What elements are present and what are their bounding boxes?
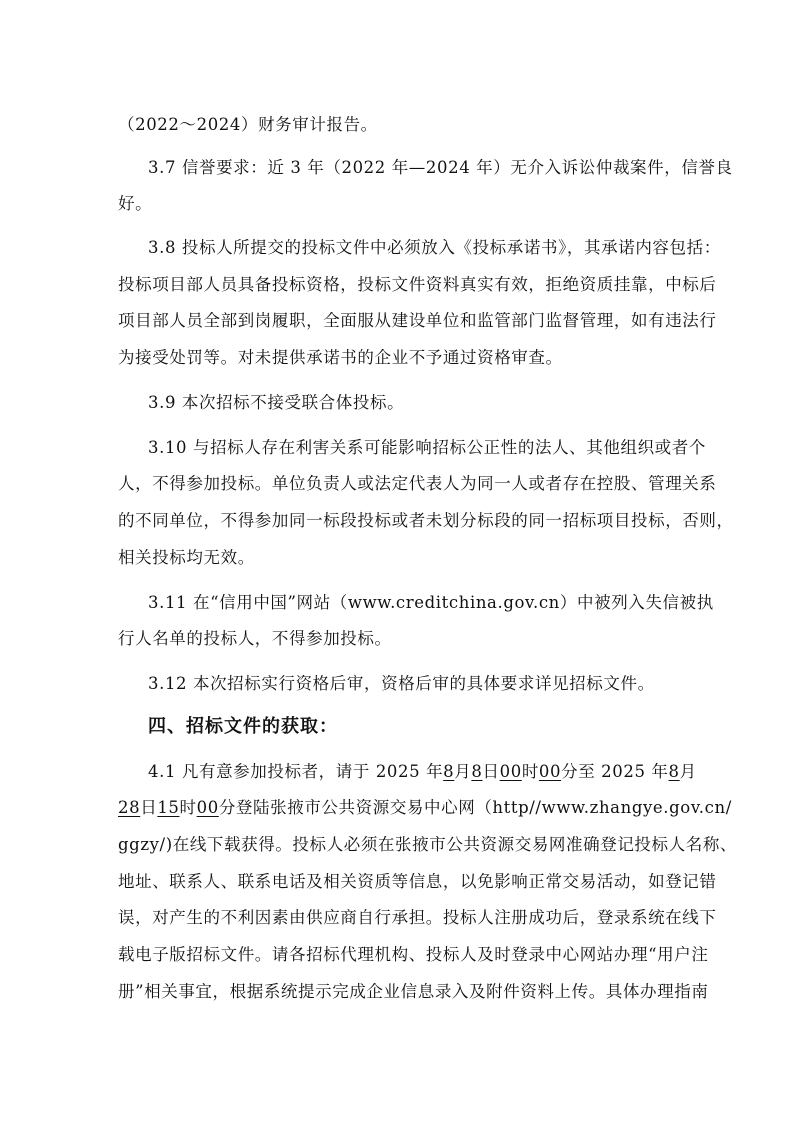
clause-3-11-line-1: 3.11 在“信用中国”网站（www.creditchina.gov.cn）中被列入失信被执 <box>148 593 714 612</box>
start-month: 8 <box>443 762 455 781</box>
clause-4-1-line-1 <box>148 762 697 782</box>
text-segment: 月 <box>454 762 472 781</box>
end-minute: 00 <box>196 798 219 817</box>
clause-3-8-line-1: 3.8 投标人所提交的投标文件中必须放入《投标承诺书》，其承诺内容包括： <box>148 238 721 257</box>
clause-3-10-line-1: 3.10 与招标人存在利害关系可能影响招标公正性的法人、其他组织或者个 <box>148 438 706 457</box>
end-hour: 15 <box>157 798 180 817</box>
clause-4-1-line-6: 载电子版招标文件。请各招标代理机构、投标人及时登录中心网站办理“用户注 <box>118 945 709 964</box>
text-segment: 日 <box>482 762 500 781</box>
end-month: 8 <box>668 762 680 781</box>
text-segment: 时 <box>179 798 197 817</box>
clause-3-8-line-2: 投标项目部人员具备投标资格，投标文件资料真实有效，拒绝资质挂靠，中标后 <box>118 275 717 294</box>
clause-4-1-line-4: 地址、联系人、联系电话及相关资质等信息，以免影响正常交易活动，如登记错 <box>118 872 717 891</box>
text-segment: 4.1 凡有意参加投标者，请于 2025 年 <box>148 762 444 781</box>
start-hour: 00 <box>499 762 522 781</box>
clause-3-9: 3.9 本次招标不接受联合体投标。 <box>148 393 405 412</box>
clause-3-11-line-2: 行人名单的投标人，不得参加投标。 <box>118 629 392 648</box>
clause-4-1-line-5: 误，对产生的不利因素由供应商自行承担。投标人注册成功后，登录系统在线下 <box>118 908 717 927</box>
section-4-heading: 四、招标文件的获取： <box>148 716 338 737</box>
clause-3-10-line-4: 相关投标均无效。 <box>118 548 255 567</box>
text-segment: 日 <box>140 798 158 817</box>
clause-3-7-line-1: 3.7 信誉要求：近 3 年（2022 年—2024 年）无介入诉讼仲裁案件，信誉良 <box>148 158 733 177</box>
clause-4-1-line-2 <box>118 798 732 818</box>
text-segment: 分登陆张掖市公共资源交易中心网（http//www.zhangye.gov.cn/ <box>218 798 732 817</box>
start-day: 8 <box>471 762 483 781</box>
text-segment: 分至 2025 年 <box>561 762 669 781</box>
clause-3-10-line-2: 人，不得参加投标。单位负责人或法定代表人为同一人或者存在控股、管理关系 <box>118 474 717 493</box>
start-minute: 00 <box>538 762 562 781</box>
clause-3-12: 3.12 本次招标实行资格后审，资格后审的具体要求详见招标文件。 <box>148 674 655 693</box>
clause-3-7-line-2: 好。 <box>118 194 153 213</box>
text-segment: 时 <box>521 762 539 781</box>
clause-3-8-line-3: 项目部人员全部到岗履职，全面服从建设单位和监管部门监督管理，如有违法行 <box>118 311 717 330</box>
clause-3-8-line-4: 为接受处罚等。对未提供承诺书的企业不予通过资格审查。 <box>118 348 563 367</box>
clause-3-10-line-3: 的不同单位，不得参加同一标段投标或者未划分标段的同一招标项目投标，否则， <box>118 511 734 530</box>
text-segment: 月 <box>679 762 697 781</box>
clause-4-1-line-7: 册”相关事宜，根据系统提示完成企业信息录入及附件资料上传。具体办理指南 <box>118 982 709 1001</box>
end-day: 28 <box>118 798 141 817</box>
clause-4-1-line-3: ggzy/)在线下载获得。投标人必须在张掖市公共资源交易网准确登记投标人名称、 <box>118 835 738 854</box>
text-line-audit-report: （2022～2024）财务审计报告。 <box>118 115 378 134</box>
